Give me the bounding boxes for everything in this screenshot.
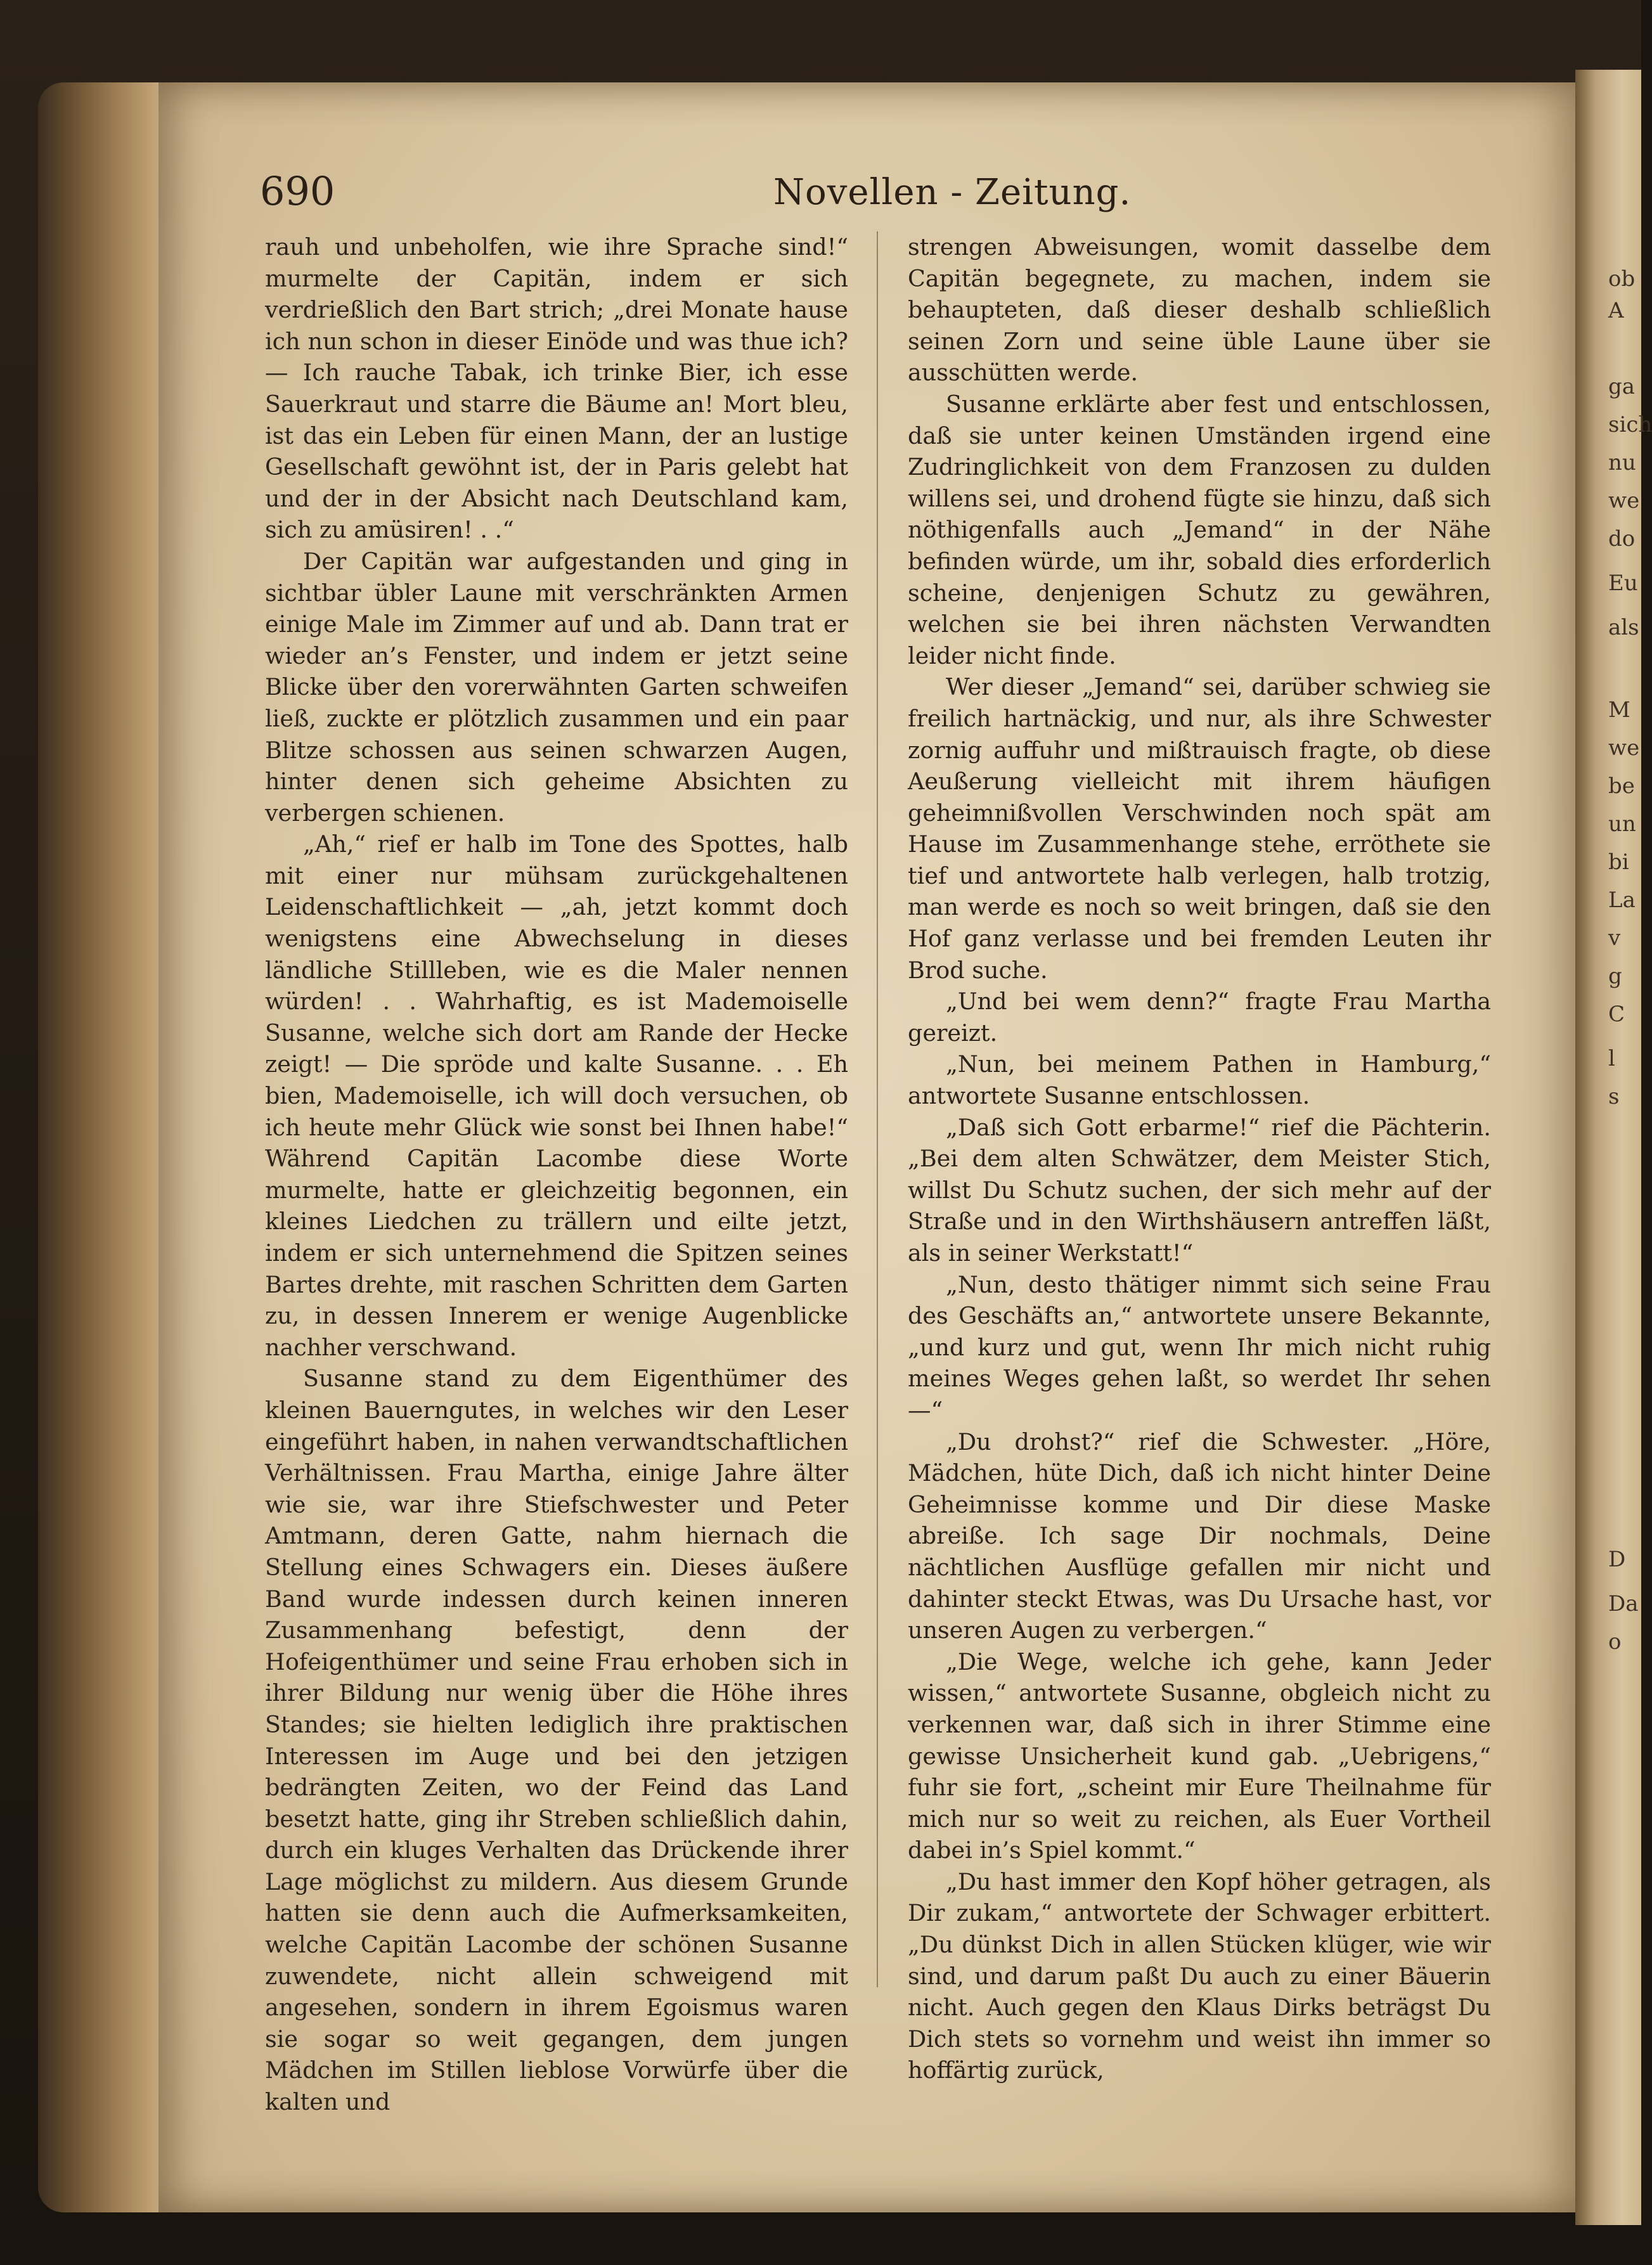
- adjacent-page-fragment: s: [1608, 1084, 1620, 1109]
- paragraph: „Nun, bei meinem Pathen in Hamburg,“ antwortete Susanne entschlossen.: [908, 1050, 1491, 1110]
- paragraph: Susanne erklärte aber fest und entschlossen, daß sie unter keinen Umständen irgend eine Zudringlichkeit von dem Franzosen zu dulden willens sei, und drohend fügte sie hinzu, daß sich nöthigenfalls auch „Jemand“ in der Nähe befinden würde, um ihr, sobald dies erforderlich scheine, denjenigen Schutz zu gewähren, welchen sie bei ihren nächsten Verwandten leider nicht finde.: [908, 390, 1491, 669]
- adjacent-page-fragment: un: [1608, 811, 1636, 837]
- adjacent-page-fragment: ob: [1608, 266, 1636, 292]
- paragraph: strengen Abweisungen, womit dasselbe dem Capitän begegnete, zu machen, indem sie behaupteten, daß dieser deshalb schließlich seinen Zorn und seine üble Laune über sie ausschütten werde.: [908, 233, 1491, 387]
- page-number: 690: [260, 168, 335, 214]
- paragraph: „Nun, desto thätiger nimmt sich seine Frau des Geschäfts an,“ antwortete unsere Bekannte, „und kurz und gut, wenn Ihr mich nicht ruhig meines Weges gehen laßt, so werdet Ihr sehen —“: [908, 1270, 1491, 1424]
- adjacent-page-fragment: v: [1608, 926, 1621, 951]
- adjacent-page-fragment: do: [1608, 526, 1636, 552]
- adjacent-page-fragment: C: [1608, 1002, 1625, 1027]
- right-column: [908, 231, 1491, 2086]
- page-edge-stack: [38, 82, 165, 2212]
- paragraph: „Du hast immer den Kopf höher getragen, als Dir zukam,“ antwortete der Schwager erbittert. „Du dünkst Dich in allen Stücken klüger, wie wir sind, und darum paßt Du auch zu einer Bäuerin nicht. Auch gegen den Klaus Dirks beträgst Du Dich stets so vornehm und weist ihn immer so hoffärtig zurück,: [908, 1868, 1491, 2084]
- running-title: Novellen - Zeitung.: [773, 172, 1132, 213]
- adjacent-page-fragment: nu: [1608, 450, 1636, 475]
- page-header: [260, 168, 1496, 212]
- adjacent-page-fragment: M: [1608, 697, 1630, 723]
- adjacent-page-fragment: als: [1608, 615, 1639, 640]
- adjacent-page-fragment: we: [1608, 488, 1640, 513]
- adjacent-page-fragment: ga: [1608, 374, 1636, 399]
- adjacent-page-fragment: g: [1608, 964, 1622, 989]
- adjacent-page-fragment: La: [1608, 887, 1636, 913]
- adjacent-page-fragment: Da: [1608, 1591, 1639, 1616]
- left-column: [265, 231, 848, 2118]
- paragraph: „Du drohst?“ rief die Schwester. „Höre, Mädchen, hüte Dich, daß ich nicht hinter Deine Geheimnisse komme und Dir diese Maske abreiße. Ich sage Dir nochmals, Deine nächtlichen Ausflüge gefallen mir nicht und dahinter steckt Etwas, was Du Ursache hast, vor unseren Augen zu verbergen.“: [908, 1428, 1491, 1644]
- paragraph: Susanne stand zu dem Eigenthümer des kleinen Bauerngutes, in welches wir den Leser eingeführt haben, in nahen verwandtschaftlichen Verhältnissen. Frau Martha, einige Jahre älter wie sie, war ihre Stiefschwester und Peter Amtmann, deren Gatte, nahm hiernach die Stellung eines Schwagers ein. Dieses äußere Band wurde indessen durch keinen inneren Zusammenhang befestigt, denn der Hofeigenthümer und seine Frau erhoben sich in ihrer Bildung nur wenig über die Höhe ihres Standes; sie hielten lediglich ihre praktischen Interessen im Auge und bei den jetzigen bedrängten Zeiten, wo der Feind das Land besetzt hatte, ging ihr Streben schließlich dahin, durch ein kluges Verhalten das Drückende ihrer Lage möglichst zu mildern. Aus diesem Grunde hatten sie denn auch die Aufmerksamkeiten, welche Capitän Lacombe der schönen Susanne zuwendete, nicht allein schweigend mit angesehen, sondern in ihrem Egoismus waren sie sogar so weit gegangen, dem jungen Mädchen im Stillen lieblose Vorwürfe über die kalten und: [265, 1365, 848, 2116]
- adjacent-page-fragment: o: [1608, 1629, 1622, 1655]
- adjacent-page-fragment: D: [1608, 1547, 1626, 1572]
- paragraph: Wer dieser „Jemand“ sei, darüber schwieg sie freilich hartnäckig, und nur, als ihre Schwester zornig auffuhr und mißtrauisch fragte, ob diese Aeußerung vielleicht mit ihrem häufigen geheimnißvollen Verschwinden noch spät am Hause im Zusammenhange stehe, erröthete sie tief und antwortete halb verlegen, halb trotzig, man werde es noch so weit bringen, daß sie den Hof ganz verlasse und bei fremden Leuten ihr Brod suche.: [908, 673, 1491, 984]
- adjacent-page-fragment: sich: [1608, 412, 1652, 437]
- paragraph: „Ah,“ rief er halb im Tone des Spottes, halb mit einer nur mühsam zurückgehaltenen Leidenschaftlichkeit — „ah, jetzt kommt doch wenigstens eine Abwechselung in dieses ländliche Stillleben, wie es die Maler nennen würden! . . Wahrhaftig, es ist Mademoiselle Susanne, welche sich dort am Rande der Hecke zeigt! — Die spröde und kalte Susanne. . . Eh bien, Mademoiselle, ich will doch versuchen, ob ich heute mehr Glück wie sonst bei Ihnen habe!“ Während Capitän Lacombe diese Worte murmelte, hatte er gleichzeitig begonnen, ein kleines Liedchen zu trällern und eilte jetzt, indem er sich unternehmend die Spitzen seines Bartes drehte, mit raschen Schritten dem Garten zu, in dessen Innerem er wenige Augenblicke nachher verschwand.: [265, 830, 848, 1361]
- adjacent-page-fragment: A: [1608, 298, 1624, 323]
- column-divider: [877, 231, 878, 1987]
- paragraph: „Die Wege, welche ich gehe, kann Jeder wissen,“ antwortete Susanne, obgleich nicht zu verkennen war, daß sich in ihrer Stimme eine gewisse Unsicherheit kund gab. „Uebrigens,“ fuhr sie fort, „scheint mir Eure Theilnahme für mich nur so weit zu reichen, als Euer Vortheil dabei in’s Spiel kommt.“: [908, 1648, 1491, 1864]
- paragraph: rauh und unbeholfen, wie ihre Sprache sind!“ murmelte der Capitän, indem er sich verdrießlich den Bart strich; „drei Monate hause ich nun schon in dieser Einöde und was thue ich? — Ich rauche Tabak, ich trinke Bier, ich esse Sauerkraut und starre die Bäume an! Mort bleu, ist das ein Leben für einen Mann, der an lustige Gesellschaft gewöhnt ist, der in Paris gelebt hat und der in der Absicht nach Deutschland kam, sich zu amüsiren! . .“: [265, 233, 848, 544]
- paragraph: Der Capitän war aufgestanden und ging in sichtbar übler Laune mit verschränkten Armen einige Male im Zimmer auf und ab. Dann trat er wieder an’s Fenster, und indem er jetzt seine Blicke über den vorerwähnten Garten schweifen ließ, zuckte er plötzlich zusammen und ein paar Blitze schossen aus seinen schwarzen Augen, hinter denen sich geheime Absichten zu verbergen schienen.: [265, 547, 848, 827]
- paragraph: „Und bei wem denn?“ fragte Frau Martha gereizt.: [908, 988, 1491, 1047]
- adjacent-page-fragment: we: [1608, 735, 1640, 761]
- adjacent-page-fragment: Eu: [1608, 571, 1638, 596]
- paragraph: „Daß sich Gott erbarme!“ rief die Pächterin. „Bei dem alten Schwätzer, dem Meister Stich, willst Du Schutz suchen, der sich mehr auf der Straße und in den Wirthshäusern antreffen läßt, als in seiner Werkstatt!“: [908, 1113, 1491, 1267]
- adjacent-page-fragment: l: [1608, 1046, 1615, 1071]
- adjacent-page-fragment: bi: [1608, 849, 1629, 875]
- adjacent-page-edge: [1575, 70, 1652, 2225]
- adjacent-page-fragment: be: [1608, 773, 1635, 799]
